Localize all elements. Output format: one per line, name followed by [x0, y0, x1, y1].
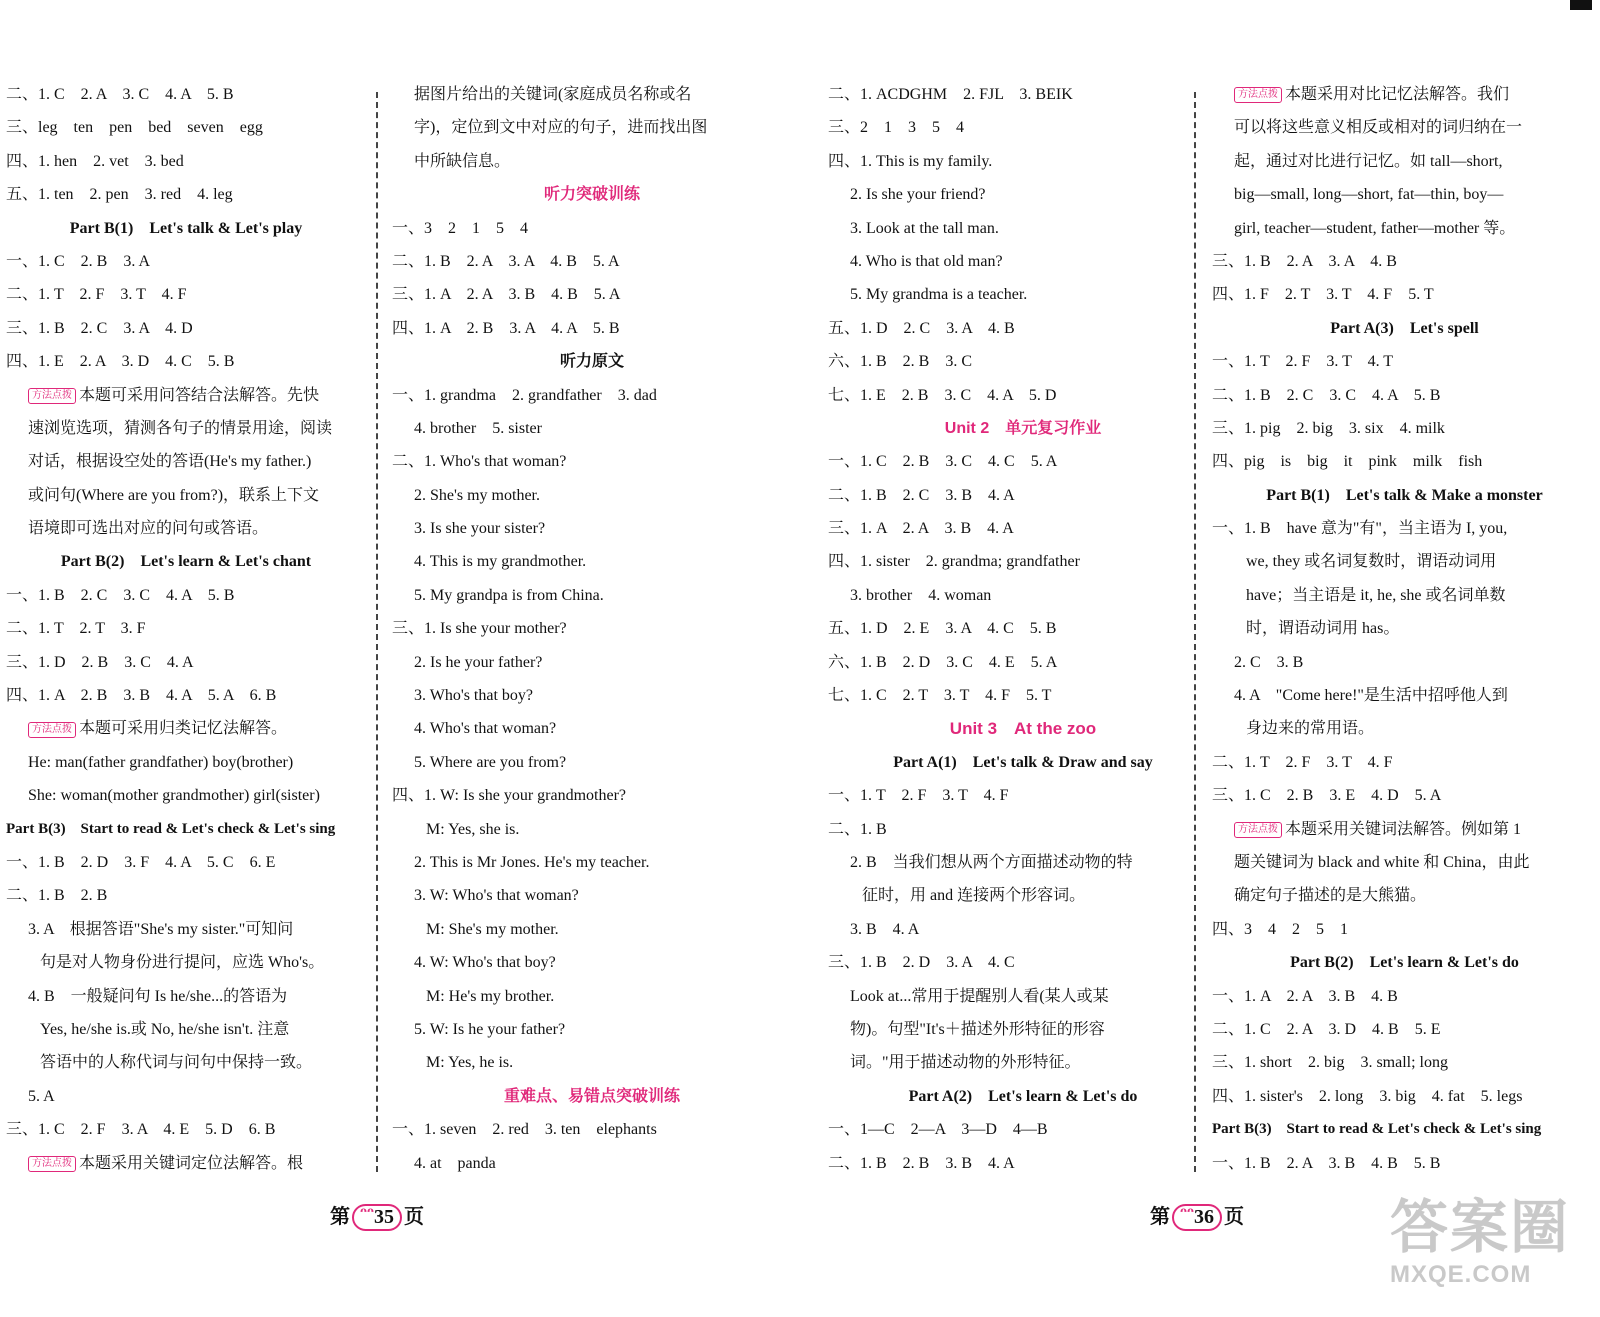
- answer-line: 七、1. C 2. T 3. T 4. F 5. T: [828, 687, 1052, 705]
- answer-line: 二、1. B 2. B 3. B 4. A: [828, 1154, 1015, 1172]
- tip-text: 本题采用关键词法解答。例如第 1: [1285, 820, 1522, 838]
- explanation-line: Yes, he/she is.或 No, he/she isn't. 注意: [40, 1020, 290, 1038]
- answer-line: 二、1. T 2. F 3. T 4. F: [1212, 753, 1393, 771]
- tip-text: 本题可采用归类记忆法解答。: [79, 720, 288, 738]
- transcript-line: 3. Who's that boy?: [414, 687, 534, 705]
- page-num: [1172, 1204, 1222, 1231]
- explanation-line: 据图片给出的关键词(家庭成员名称或名: [414, 86, 692, 103]
- answer-line: 四、1. hen 2. vet 3. bed: [6, 152, 184, 170]
- page-num: [352, 1204, 402, 1231]
- explanation-line: 一、1. B have 意为"有"，当主语为 I, you,: [1212, 520, 1508, 538]
- answer-line: 一、1. C 2. B 3. A: [6, 252, 151, 270]
- answer-line: 四、1. sister 2. grandma; grandfather: [828, 553, 1080, 571]
- section-heading: Part B(2) Let's learn & Let's chant: [60, 553, 312, 571]
- explanation-line: big—small, long—short, fat—thin, boy—: [1234, 186, 1504, 204]
- section-heading-pink: 重难点、易错点突破训练: [503, 1087, 680, 1105]
- answer-line: 一、1. T 2. F 3. T 4. F: [828, 787, 1009, 805]
- answer-line: 一、1. seven 2. red 3. ten elephants: [392, 1121, 657, 1139]
- answer-line: 二、1. B 2. B: [6, 887, 108, 905]
- page-number-36: [1150, 1200, 1244, 1231]
- explanation-line: we, they 或名词复数时，谓语动词用: [1246, 553, 1497, 571]
- answer-line: 三、1. A 2. A 3. B 4. B 5. A: [392, 286, 621, 304]
- transcript-line: 一、1. grandma 2. grandfather 3. dad: [392, 386, 657, 404]
- answer-line: 二、1. B 2. C 3. B 4. A: [828, 486, 1015, 504]
- explanation-line: 2. B 当我们想从两个方面描述动物的特: [850, 853, 1133, 871]
- answer-line: 3. B 4. A: [850, 920, 920, 938]
- answer-line: 三、1. C 2. B 3. E 4. D 5. A: [1212, 787, 1442, 805]
- transcript-line: 三、1. Is she your mother?: [392, 620, 567, 638]
- page-prefix: 第: [1150, 1206, 1170, 1228]
- answer-line: 二、1. C 2. A 3. C 4. A 5. B: [6, 86, 234, 103]
- explanation-line: 4. A "Come here!"是生活中招呼他人到: [1234, 687, 1508, 705]
- answer-line: 三、1. B 2. A 3. A 4. B: [1212, 252, 1397, 270]
- explanation-line: 3. A 根据答语"She's my sister."可知问: [28, 920, 294, 938]
- explanation-line: She: woman(mother grandmother) girl(sister): [28, 787, 320, 805]
- explanation-line: 词。"用于描述动物的外形特征。: [850, 1054, 1081, 1072]
- answer-line: 5. My grandma is a teacher.: [850, 286, 1028, 304]
- explanation-line: 时，谓语动词用 has。: [1246, 620, 1400, 638]
- unit-heading: Unit 3 At the zoo: [949, 719, 1097, 739]
- column-divider: [376, 92, 378, 1172]
- explanation-line: 确定句子描述的是大熊猫。: [1234, 887, 1427, 905]
- answer-line: 三、1. pig 2. big 3. six 4. milk: [1212, 419, 1445, 437]
- answer-line: 五、1. ten 2. pen 3. red 4. leg: [6, 186, 233, 204]
- transcript-line: 5. Where are you from?: [414, 753, 567, 771]
- answer-line: 四、1. This is my family.: [828, 152, 993, 170]
- explanation-line: 对话，根据设空处的答语(He's my father.): [28, 453, 312, 471]
- explanation-line: girl, teacher—student, father—mother 等。: [1234, 219, 1516, 237]
- transcript-line: 四、1. W: Is she your grandmother?: [392, 787, 627, 805]
- transcript-line: 4. This is my grandmother.: [414, 553, 587, 571]
- transcript-line: 二、1. Who's that woman?: [392, 453, 567, 471]
- answer-line: 二、1. B 2. C 3. C 4. A 5. B: [1212, 386, 1441, 404]
- answer-line: 一、3 2 1 5 4: [392, 219, 529, 237]
- explanation-line: 4. B 一般疑问句 Is he/she...的答语为: [28, 987, 288, 1005]
- tip-text: 本题采用对比记忆法解答。我们: [1285, 86, 1510, 103]
- column-divider: [1194, 92, 1196, 1172]
- section-heading: Part A(2) Let's learn & Let's do: [908, 1087, 1138, 1105]
- column-4: [1212, 78, 1597, 1180]
- answer-line: 5. A: [28, 1087, 55, 1105]
- answer-line: 3. Look at the tall man.: [850, 219, 999, 237]
- transcript-line: 4. brother 5. sister: [414, 419, 542, 437]
- explanation-line: 速浏览选项，猜测各句子的情景用途，阅读: [28, 419, 333, 437]
- answer-line: 三、1. B 2. C 3. A 4. D: [6, 319, 193, 337]
- answer-line: 六、1. B 2. B 3. C: [828, 353, 973, 371]
- transcript-line: M: He's my brother.: [426, 987, 555, 1005]
- answer-line: 一、1. C 2. B 3. C 4. C 5. A: [828, 453, 1058, 471]
- answer-line: 二、1. T 2. F 3. T 4. F: [6, 286, 187, 304]
- bunny-ears-icon: ᴖᴖ: [1180, 1204, 1194, 1219]
- page-num-text: 35: [374, 1206, 394, 1228]
- bunny-ears-icon: ᴖᴖ: [360, 1204, 374, 1219]
- tip-text: 本题采用关键词定位法解答。根: [79, 1154, 304, 1172]
- method-tip-badge: 方法点拨: [28, 722, 76, 738]
- section-heading: Part B(2) Let's learn & Let's do: [1290, 954, 1519, 972]
- answer-line: 2. C 3. B: [1234, 653, 1304, 671]
- answer-line: 三、1. C 2. F 3. A 4. E 5. D 6. B: [6, 1121, 276, 1139]
- explanation-line: 字)，定位到文中对应的句子，进而找出图: [414, 119, 708, 137]
- transcript-line: M: Yes, she is.: [426, 820, 520, 838]
- page-suffix: 页: [1224, 1206, 1244, 1228]
- explanation-line: 征时，用 and 连接两个形容词。: [862, 887, 1086, 905]
- answer-line: 二、1. B: [828, 820, 887, 838]
- unit-heading: Unit 2 单元复习作业: [944, 419, 1102, 437]
- answer-line: 五、1. D 2. E 3. A 4. C 5. B: [828, 620, 1057, 638]
- answer-line: 四、1. A 2. B 3. A 4. A 5. B: [392, 319, 620, 337]
- method-tip-badge: 方法点拨: [1234, 822, 1282, 838]
- explanation-line: He: man(father grandfather) boy(brother): [28, 753, 294, 771]
- explanation-line: 中所缺信息。: [414, 152, 511, 170]
- answer-line: 四、3 4 2 5 1: [1212, 920, 1349, 938]
- section-heading: Part B(1) Let's talk & Make a monster: [1266, 486, 1543, 504]
- explanation-line: Look at...常用于提醒别人看(某人或某: [850, 987, 1109, 1005]
- answer-line: 三、1. D 2. B 3. C 4. A: [6, 653, 194, 671]
- answer-line: 2. Is she your friend?: [850, 186, 986, 204]
- section-heading: 听力原文: [559, 353, 624, 371]
- watermark-main: 答案圈: [1390, 1195, 1571, 1260]
- explanation-line: 句是对人物身份进行提问，应选 Who's。: [40, 954, 325, 972]
- answer-line: 一、1. T 2. F 3. T 4. T: [1212, 353, 1394, 371]
- answer-line: 五、1. D 2. C 3. A 4. B: [828, 319, 1015, 337]
- tip-line: [6, 1147, 366, 1180]
- section-heading: Part B(1) Let's talk & Let's play: [69, 219, 303, 237]
- column-3: [828, 78, 1218, 1180]
- method-tip-badge: 方法点拨: [1234, 87, 1282, 103]
- tip-line: [1212, 813, 1597, 846]
- page-prefix: 第: [330, 1206, 350, 1228]
- answer-line: 四、1. E 2. A 3. D 4. C 5. B: [6, 353, 235, 371]
- method-tip-badge: 方法点拨: [28, 1156, 76, 1172]
- section-heading: Part A(3) Let's spell: [1330, 319, 1479, 337]
- section-heading: Part B(3) Start to read & Let's check & Let's sing: [1212, 1121, 1542, 1138]
- transcript-line: 4. W: Who's that boy?: [414, 954, 556, 972]
- explanation-line: 语境即可选出对应的问句或答语。: [28, 520, 269, 538]
- tip-line: [1212, 78, 1597, 111]
- corner-mark: [1570, 0, 1592, 10]
- explanation-line: 可以将这些意义相反或相对的词归纳在一: [1234, 119, 1523, 137]
- watermark: [1390, 1195, 1590, 1305]
- answer-line: 一、1. B 2. D 3. F 4. A 5. C 6. E: [6, 853, 276, 871]
- page-number-35: [330, 1200, 424, 1231]
- column-2: [392, 78, 792, 1180]
- tip-line: [6, 712, 366, 745]
- answer-line: 二、1. T 2. T 3. F: [6, 620, 146, 638]
- transcript-line: 5. W: Is he your father?: [414, 1020, 566, 1038]
- answer-line: 二、1. B 2. A 3. A 4. B 5. A: [392, 252, 620, 270]
- answer-line: 二、1. ACDGHM 2. FJL 3. BEIK: [828, 86, 1073, 103]
- explanation-line: 身边来的常用语。: [1246, 720, 1375, 738]
- column-1: [6, 78, 366, 1180]
- answer-line: 一、1. A 2. A 3. B 4. B: [1212, 987, 1398, 1005]
- answer-line: 六、1. B 2. D 3. C 4. E 5. A: [828, 653, 1058, 671]
- explanation-line: 题关键词为 black and white 和 China，由此: [1234, 853, 1530, 871]
- section-heading: Part A(1) Let's talk & Draw and say: [893, 753, 1153, 771]
- transcript-line: 3. W: Who's that woman?: [414, 887, 579, 905]
- transcript-line: 2. This is Mr Jones. He's my teacher.: [414, 853, 650, 871]
- page-num-text: 36: [1194, 1206, 1214, 1228]
- transcript-line: 4. Who's that woman?: [414, 720, 557, 738]
- answer-line: 一、1. B 2. A 3. B 4. B 5. B: [1212, 1154, 1441, 1172]
- answer-line: 四、1. A 2. B 3. B 4. A 5. A 6. B: [6, 687, 277, 705]
- transcript-line: 2. Is he your father?: [414, 653, 543, 671]
- answer-line: 四、pig is big it pink milk fish: [1212, 453, 1483, 471]
- answer-line: 三、1. A 2. A 3. B 4. A: [828, 520, 1014, 538]
- watermark-sub: MXQE.COM: [1390, 1261, 1532, 1288]
- answer-line: 七、1. E 2. B 3. C 4. A 5. D: [828, 386, 1057, 404]
- answer-line: 三、2 1 3 5 4: [828, 119, 965, 137]
- explanation-line: have；当主语是 it, he, she 或名词单数: [1246, 586, 1506, 604]
- page-suffix: 页: [404, 1206, 424, 1228]
- answer-line: 三、leg ten pen bed seven egg: [6, 119, 263, 137]
- tip-line: [6, 379, 366, 412]
- transcript-line: 5. My grandpa is from China.: [414, 586, 604, 604]
- answer-line: 3. brother 4. woman: [850, 586, 992, 604]
- answer-line: 三、1. B 2. D 3. A 4. C: [828, 954, 1015, 972]
- answer-line: 二、1. C 2. A 3. D 4. B 5. E: [1212, 1020, 1441, 1038]
- explanation-line: 答语中的人称代词与问句中保持一致。: [40, 1054, 313, 1072]
- answer-line: 4. at panda: [414, 1154, 496, 1172]
- transcript-line: 2. She's my mother.: [414, 486, 540, 504]
- section-heading-pink: 听力突破训练: [543, 186, 640, 204]
- answer-line: 一、1. B 2. C 3. C 4. A 5. B: [6, 586, 235, 604]
- transcript-line: M: Yes, he is.: [426, 1054, 514, 1072]
- explanation-line: 或问句(Where are you from?)，联系上下文: [28, 486, 320, 504]
- explanation-line: 物)。句型"It's＋描述外形特征的形容: [850, 1020, 1105, 1038]
- tip-text: 本题可采用问答结合法解答。先快: [79, 386, 320, 404]
- transcript-line: M: She's my mother.: [426, 920, 559, 938]
- answer-line: 三、1. short 2. big 3. small; long: [1212, 1054, 1449, 1072]
- transcript-line: 3. Is she your sister?: [414, 520, 546, 538]
- answer-line: 4. Who is that old man?: [850, 252, 1003, 270]
- answer-line: 四、1. sister's 2. long 3. big 4. fat 5. legs: [1212, 1087, 1523, 1105]
- answer-line: 四、1. F 2. T 3. T 4. F 5. T: [1212, 286, 1434, 304]
- explanation-line: 起，通过对比进行记忆。如 tall—short,: [1234, 152, 1503, 170]
- method-tip-badge: 方法点拨: [28, 388, 76, 404]
- section-heading: Part B(3) Start to read & Let's check & Let's sing: [6, 820, 336, 837]
- answer-line: 一、1—C 2—A 3—D 4—B: [828, 1121, 1048, 1139]
